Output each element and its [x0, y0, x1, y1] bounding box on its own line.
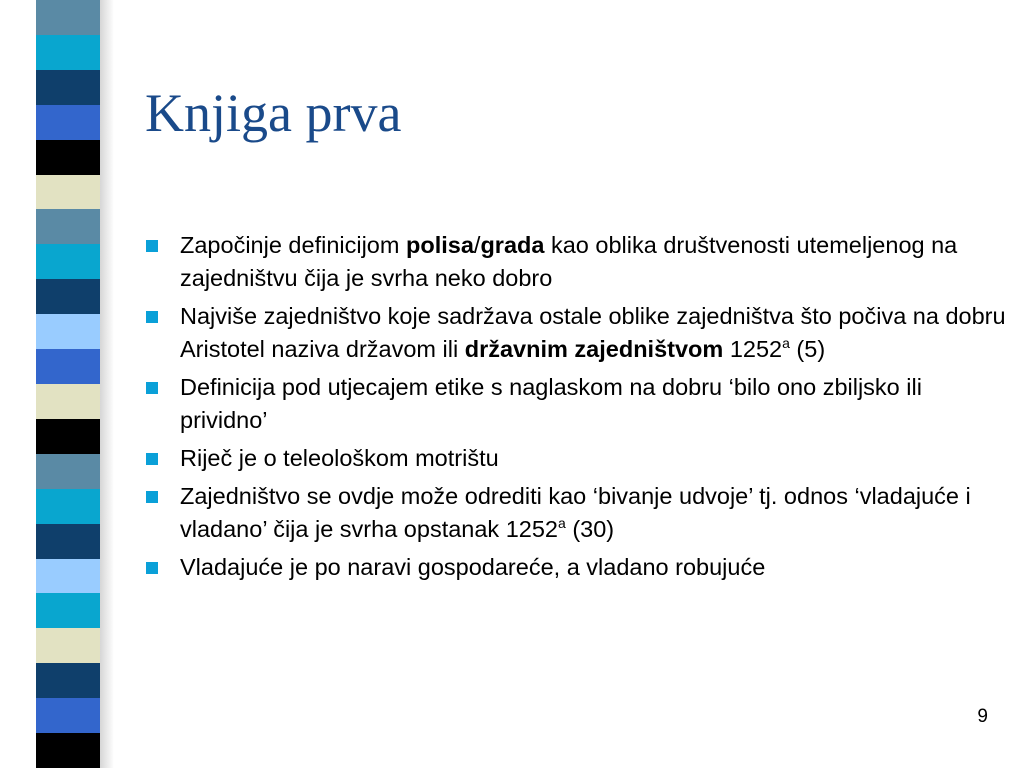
stripe	[36, 524, 100, 559]
bold-term: polisa	[405, 232, 474, 258]
stripe	[36, 559, 100, 594]
stripe	[36, 175, 100, 210]
square-bullet-icon	[146, 562, 158, 574]
bullet-text: Definicija pod utjecajem etike s naglaskom na dobru ‘bilo ono zbiljsko ili prividno’	[180, 374, 922, 433]
square-bullet-icon	[146, 491, 158, 503]
bold-term: državnim zajedništvom	[464, 336, 724, 362]
superscript: a	[782, 335, 790, 351]
stripe	[36, 384, 100, 419]
stripe	[36, 105, 100, 140]
bullet-item	[146, 371, 1006, 437]
stripe	[36, 140, 100, 175]
superscript: a	[558, 515, 566, 531]
bullet-text: Najviše zajedništvo koje sadržava ostale oblike zajedništva što počiva na dobru Aristotel naziva državom ili	[180, 303, 1006, 362]
slide-title: Knjiga prva	[145, 83, 402, 143]
page-number: 9	[977, 706, 988, 727]
bullet-text: (30)	[565, 516, 615, 542]
stripe	[36, 593, 100, 628]
stripe	[36, 419, 100, 454]
stripe	[36, 0, 100, 35]
bullet-text: 1252	[723, 336, 783, 362]
decorative-stripe-column	[0, 0, 118, 768]
stripe	[36, 70, 100, 105]
stripe	[36, 663, 100, 698]
stripe	[36, 209, 100, 244]
bold-term: grada	[480, 232, 545, 258]
stripe	[36, 489, 100, 524]
bullet-item	[146, 300, 1006, 366]
square-bullet-icon	[146, 240, 158, 252]
bullet-text: Započinje definicijom	[180, 232, 406, 258]
bullet-item	[146, 480, 1006, 546]
bullet-text: Vladajuće je po naravi gospodareće, a vladano robujuće	[180, 554, 766, 580]
bullet-item	[146, 551, 1006, 584]
stripe	[36, 244, 100, 279]
bullet-text: (5)	[789, 336, 826, 362]
bullet-text: /	[473, 232, 481, 258]
stripe	[36, 279, 100, 314]
bullet-text: kao oblika društvenosti utemeljenog na zajedništvu čija je svrha neko dobro	[180, 232, 958, 291]
stripe	[36, 314, 100, 349]
stripe	[36, 35, 100, 70]
bullet-list	[146, 229, 1006, 589]
bullet-text: Zajedništvo se ovdje može odrediti kao ‘bivanje udvoje’ tj. odnos ‘vladajuće i vladano’ čija je svrha opstanak 1252	[180, 483, 971, 542]
color-stripes	[36, 0, 100, 768]
square-bullet-icon	[146, 311, 158, 323]
square-bullet-icon	[146, 453, 158, 465]
bullet-item	[146, 442, 1006, 475]
stripe	[36, 454, 100, 489]
stripe	[36, 698, 100, 733]
stripe	[36, 733, 100, 768]
square-bullet-icon	[146, 382, 158, 394]
bullet-text: Riječ je o teleološkom motrištu	[180, 445, 499, 471]
stripe	[36, 349, 100, 384]
bullet-item	[146, 229, 1006, 295]
stripe-shadow	[100, 0, 114, 768]
stripe	[36, 628, 100, 663]
